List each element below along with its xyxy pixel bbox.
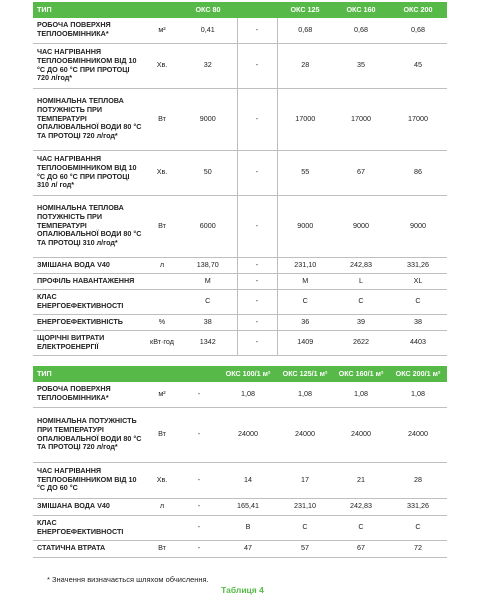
cell-value: 9000 xyxy=(389,195,447,257)
param-name: ЩОРІЧНІ ВИТРАТИ ЕЛЕКТРОЕНЕРГІЇ xyxy=(33,330,145,355)
table-row xyxy=(33,18,447,43)
cell-value: 0,68 xyxy=(277,18,333,43)
param-unit: Вт xyxy=(145,540,179,557)
cell-value: 24000 xyxy=(219,407,277,462)
table-row xyxy=(33,257,447,273)
cell-value: C xyxy=(333,515,389,540)
header-model-4: ОКС 160 xyxy=(333,2,389,18)
spec-table-1 xyxy=(33,2,447,356)
cell-value: 14 xyxy=(219,462,277,498)
param-name: ЗМІШАНА ВОДА V40 xyxy=(33,257,145,273)
table-row xyxy=(33,498,447,515)
cell-value: 55 xyxy=(277,150,333,195)
cell-value: 165,41 xyxy=(219,498,277,515)
table-row xyxy=(33,88,447,150)
table-row xyxy=(33,382,447,407)
cell-value: 9000 xyxy=(333,195,389,257)
table-row xyxy=(33,462,447,498)
param-unit xyxy=(145,289,179,314)
cell-value: - xyxy=(179,540,219,557)
cell-value: - xyxy=(179,462,219,498)
param-name: ЧАС НАГРІВАННЯ ТЕПЛООБМІННИКОМ ВІД 10 °С ДО 60 °С ПРИ ПРОТОЦІ 720 л/год* xyxy=(33,43,145,88)
cell-value: 6000 xyxy=(179,195,237,257)
cell-value: 24000 xyxy=(277,407,333,462)
cell-value: M xyxy=(179,273,237,289)
cell-value: - xyxy=(237,195,277,257)
cell-value: - xyxy=(237,273,277,289)
param-name: РОБОЧА ПОВЕРХНЯ ТЕПЛООБМІННИКА* xyxy=(33,382,145,407)
table-row xyxy=(33,515,447,540)
cell-value: 242,83 xyxy=(333,498,389,515)
cell-value: 17 xyxy=(277,462,333,498)
param-name: ПРОФІЛЬ НАВАНТАЖЕННЯ xyxy=(33,273,145,289)
cell-value: 67 xyxy=(333,540,389,557)
cell-value: 231,10 xyxy=(277,498,333,515)
cell-value: 0,68 xyxy=(389,18,447,43)
cell-value: 0,41 xyxy=(179,18,237,43)
cell-value: 9000 xyxy=(277,195,333,257)
table-row xyxy=(33,195,447,257)
cell-value: 9000 xyxy=(179,88,237,150)
header-model-1: ОКС 100/1 м² xyxy=(219,366,277,382)
param-name: ЕНЕРГОЕФЕКТИВНІСТЬ xyxy=(33,314,145,330)
header-model-5: ОКС 200 xyxy=(389,2,447,18)
param-unit: Вт xyxy=(145,88,179,150)
cell-value: - xyxy=(237,330,277,355)
param-unit: Хв. xyxy=(145,462,179,498)
cell-value: 72 xyxy=(389,540,447,557)
cell-value: - xyxy=(237,150,277,195)
table-row xyxy=(33,43,447,88)
param-unit: Вт xyxy=(145,407,179,462)
table-row xyxy=(33,273,447,289)
param-name: ЧАС НАГРІВАННЯ ТЕПЛООБМІННИКОМ ВІД 10 °С ДО 60 °С ПРИ ПРОТОЦІ 310 л/ год* xyxy=(33,150,145,195)
cell-value: 57 xyxy=(277,540,333,557)
cell-value: - xyxy=(179,515,219,540)
param-unit xyxy=(145,515,179,540)
cell-value: 2622 xyxy=(333,330,389,355)
cell-value: 1,08 xyxy=(277,382,333,407)
footnote: * Значення визначається шляхом обчислення. xyxy=(47,575,209,584)
cell-value: C xyxy=(179,289,237,314)
cell-value: 231,10 xyxy=(277,257,333,273)
cell-value: L xyxy=(333,273,389,289)
header-unit xyxy=(145,366,179,382)
cell-value: 38 xyxy=(389,314,447,330)
param-unit: Вт xyxy=(145,195,179,257)
param-unit: м² xyxy=(145,382,179,407)
param-name: СТАТИЧНА ВТРАТА xyxy=(33,540,145,557)
cell-value: 67 xyxy=(333,150,389,195)
spec-table-2 xyxy=(33,366,447,558)
param-unit: Хв. xyxy=(145,150,179,195)
param-name: РОБОЧА ПОВЕРХНЯ ТЕПЛООБМІННИКА* xyxy=(33,18,145,43)
cell-value: 47 xyxy=(219,540,277,557)
param-name: КЛАС ЕНЕРГОЕФЕКТИВНОСТІ xyxy=(33,515,145,540)
cell-value: C xyxy=(389,515,447,540)
param-unit: м² xyxy=(145,18,179,43)
cell-value: 35 xyxy=(333,43,389,88)
param-name: ЧАС НАГРІВАННЯ ТЕПЛООБМІННИКОМ ВІД 10 °С ДО 60 °С xyxy=(33,462,145,498)
cell-value: 138,70 xyxy=(179,257,237,273)
cell-value: 17000 xyxy=(389,88,447,150)
cell-value: 39 xyxy=(333,314,389,330)
cell-value: 242,83 xyxy=(333,257,389,273)
param-unit: л xyxy=(145,498,179,515)
cell-value: 1,08 xyxy=(333,382,389,407)
table-header-row xyxy=(33,2,447,18)
header-model-2: ОКС 125/1 м² xyxy=(277,366,333,382)
cell-value: - xyxy=(237,289,277,314)
cell-value: 331,26 xyxy=(389,257,447,273)
header-model-4: ОКС 200/1 м² xyxy=(389,366,447,382)
cell-value: - xyxy=(179,382,219,407)
table-caption: Таблиця 4 xyxy=(221,585,264,595)
cell-value: - xyxy=(237,43,277,88)
cell-value: - xyxy=(237,18,277,43)
header-model-3: ОКС 160/1 м² xyxy=(333,366,389,382)
cell-value: 17000 xyxy=(333,88,389,150)
table-row xyxy=(33,540,447,557)
cell-value: 0,68 xyxy=(333,18,389,43)
cell-value: M xyxy=(277,273,333,289)
cell-value: B xyxy=(219,515,277,540)
cell-value: - xyxy=(237,314,277,330)
param-name: КЛАС ЕНЕРГОЕФЕКТИВНОСТІ xyxy=(33,289,145,314)
cell-value: 32 xyxy=(179,43,237,88)
cell-value: 28 xyxy=(277,43,333,88)
cell-value: XL xyxy=(389,273,447,289)
cell-value: 1409 xyxy=(277,330,333,355)
cell-value: - xyxy=(237,257,277,273)
header-blank xyxy=(179,366,219,382)
cell-value: 38 xyxy=(179,314,237,330)
param-name: ЗМІШАНА ВОДА V40 xyxy=(33,498,145,515)
cell-value: 21 xyxy=(333,462,389,498)
cell-value: 1342 xyxy=(179,330,237,355)
param-name: НОМІНАЛЬНА ПОТУЖНІСТЬ ПРИ ТЕМПЕРАТУРІ ОПАЛЮВАЛЬНОЇ ВОДИ 80 °С ТА ПРОТОЦІ 720 л/год* xyxy=(33,407,145,462)
header-type: ТИП xyxy=(33,366,145,382)
cell-value: 86 xyxy=(389,150,447,195)
table-row xyxy=(33,407,447,462)
param-unit: кВт·год xyxy=(145,330,179,355)
cell-value: 24000 xyxy=(389,407,447,462)
param-unit: Хв. xyxy=(145,43,179,88)
cell-value: - xyxy=(237,88,277,150)
table-header-row xyxy=(33,366,447,382)
header-unit xyxy=(145,2,179,18)
table-row xyxy=(33,314,447,330)
cell-value: 1,08 xyxy=(389,382,447,407)
cell-value: C xyxy=(333,289,389,314)
cell-value: 45 xyxy=(389,43,447,88)
header-type: ТИП xyxy=(33,2,145,18)
cell-value: 50 xyxy=(179,150,237,195)
param-unit: % xyxy=(145,314,179,330)
param-name: НОМІНАЛЬНА ТЕПЛОВА ПОТУЖНІСТЬ ПРИ ТЕМПЕРАТУРІ ОПАЛЮВАЛЬНОЇ ВОДИ 80 °С ТА ПРОТОЦІ 310 л/год* xyxy=(33,195,145,257)
param-unit xyxy=(145,273,179,289)
param-unit: л xyxy=(145,257,179,273)
cell-value: 28 xyxy=(389,462,447,498)
header-model-2 xyxy=(237,2,277,18)
cell-value: C xyxy=(389,289,447,314)
cell-value: 331,26 xyxy=(389,498,447,515)
table-row xyxy=(33,150,447,195)
header-model-1: ОКС 80 xyxy=(179,2,237,18)
cell-value: 36 xyxy=(277,314,333,330)
table-row xyxy=(33,289,447,314)
cell-value: C xyxy=(277,515,333,540)
cell-value: 4403 xyxy=(389,330,447,355)
cell-value: 24000 xyxy=(333,407,389,462)
cell-value: - xyxy=(179,407,219,462)
cell-value: - xyxy=(179,498,219,515)
table-row xyxy=(33,330,447,355)
header-model-3: ОКС 125 xyxy=(277,2,333,18)
cell-value: 1,08 xyxy=(219,382,277,407)
param-name: НОМІНАЛЬНА ТЕПЛОВА ПОТУЖНІСТЬ ПРИ ТЕМПЕРАТУРІ ОПАЛЮВАЛЬНОЇ ВОДИ 80 °С ТА ПРОТОЦІ 720 л/год* xyxy=(33,88,145,150)
cell-value: C xyxy=(277,289,333,314)
cell-value: 17000 xyxy=(277,88,333,150)
